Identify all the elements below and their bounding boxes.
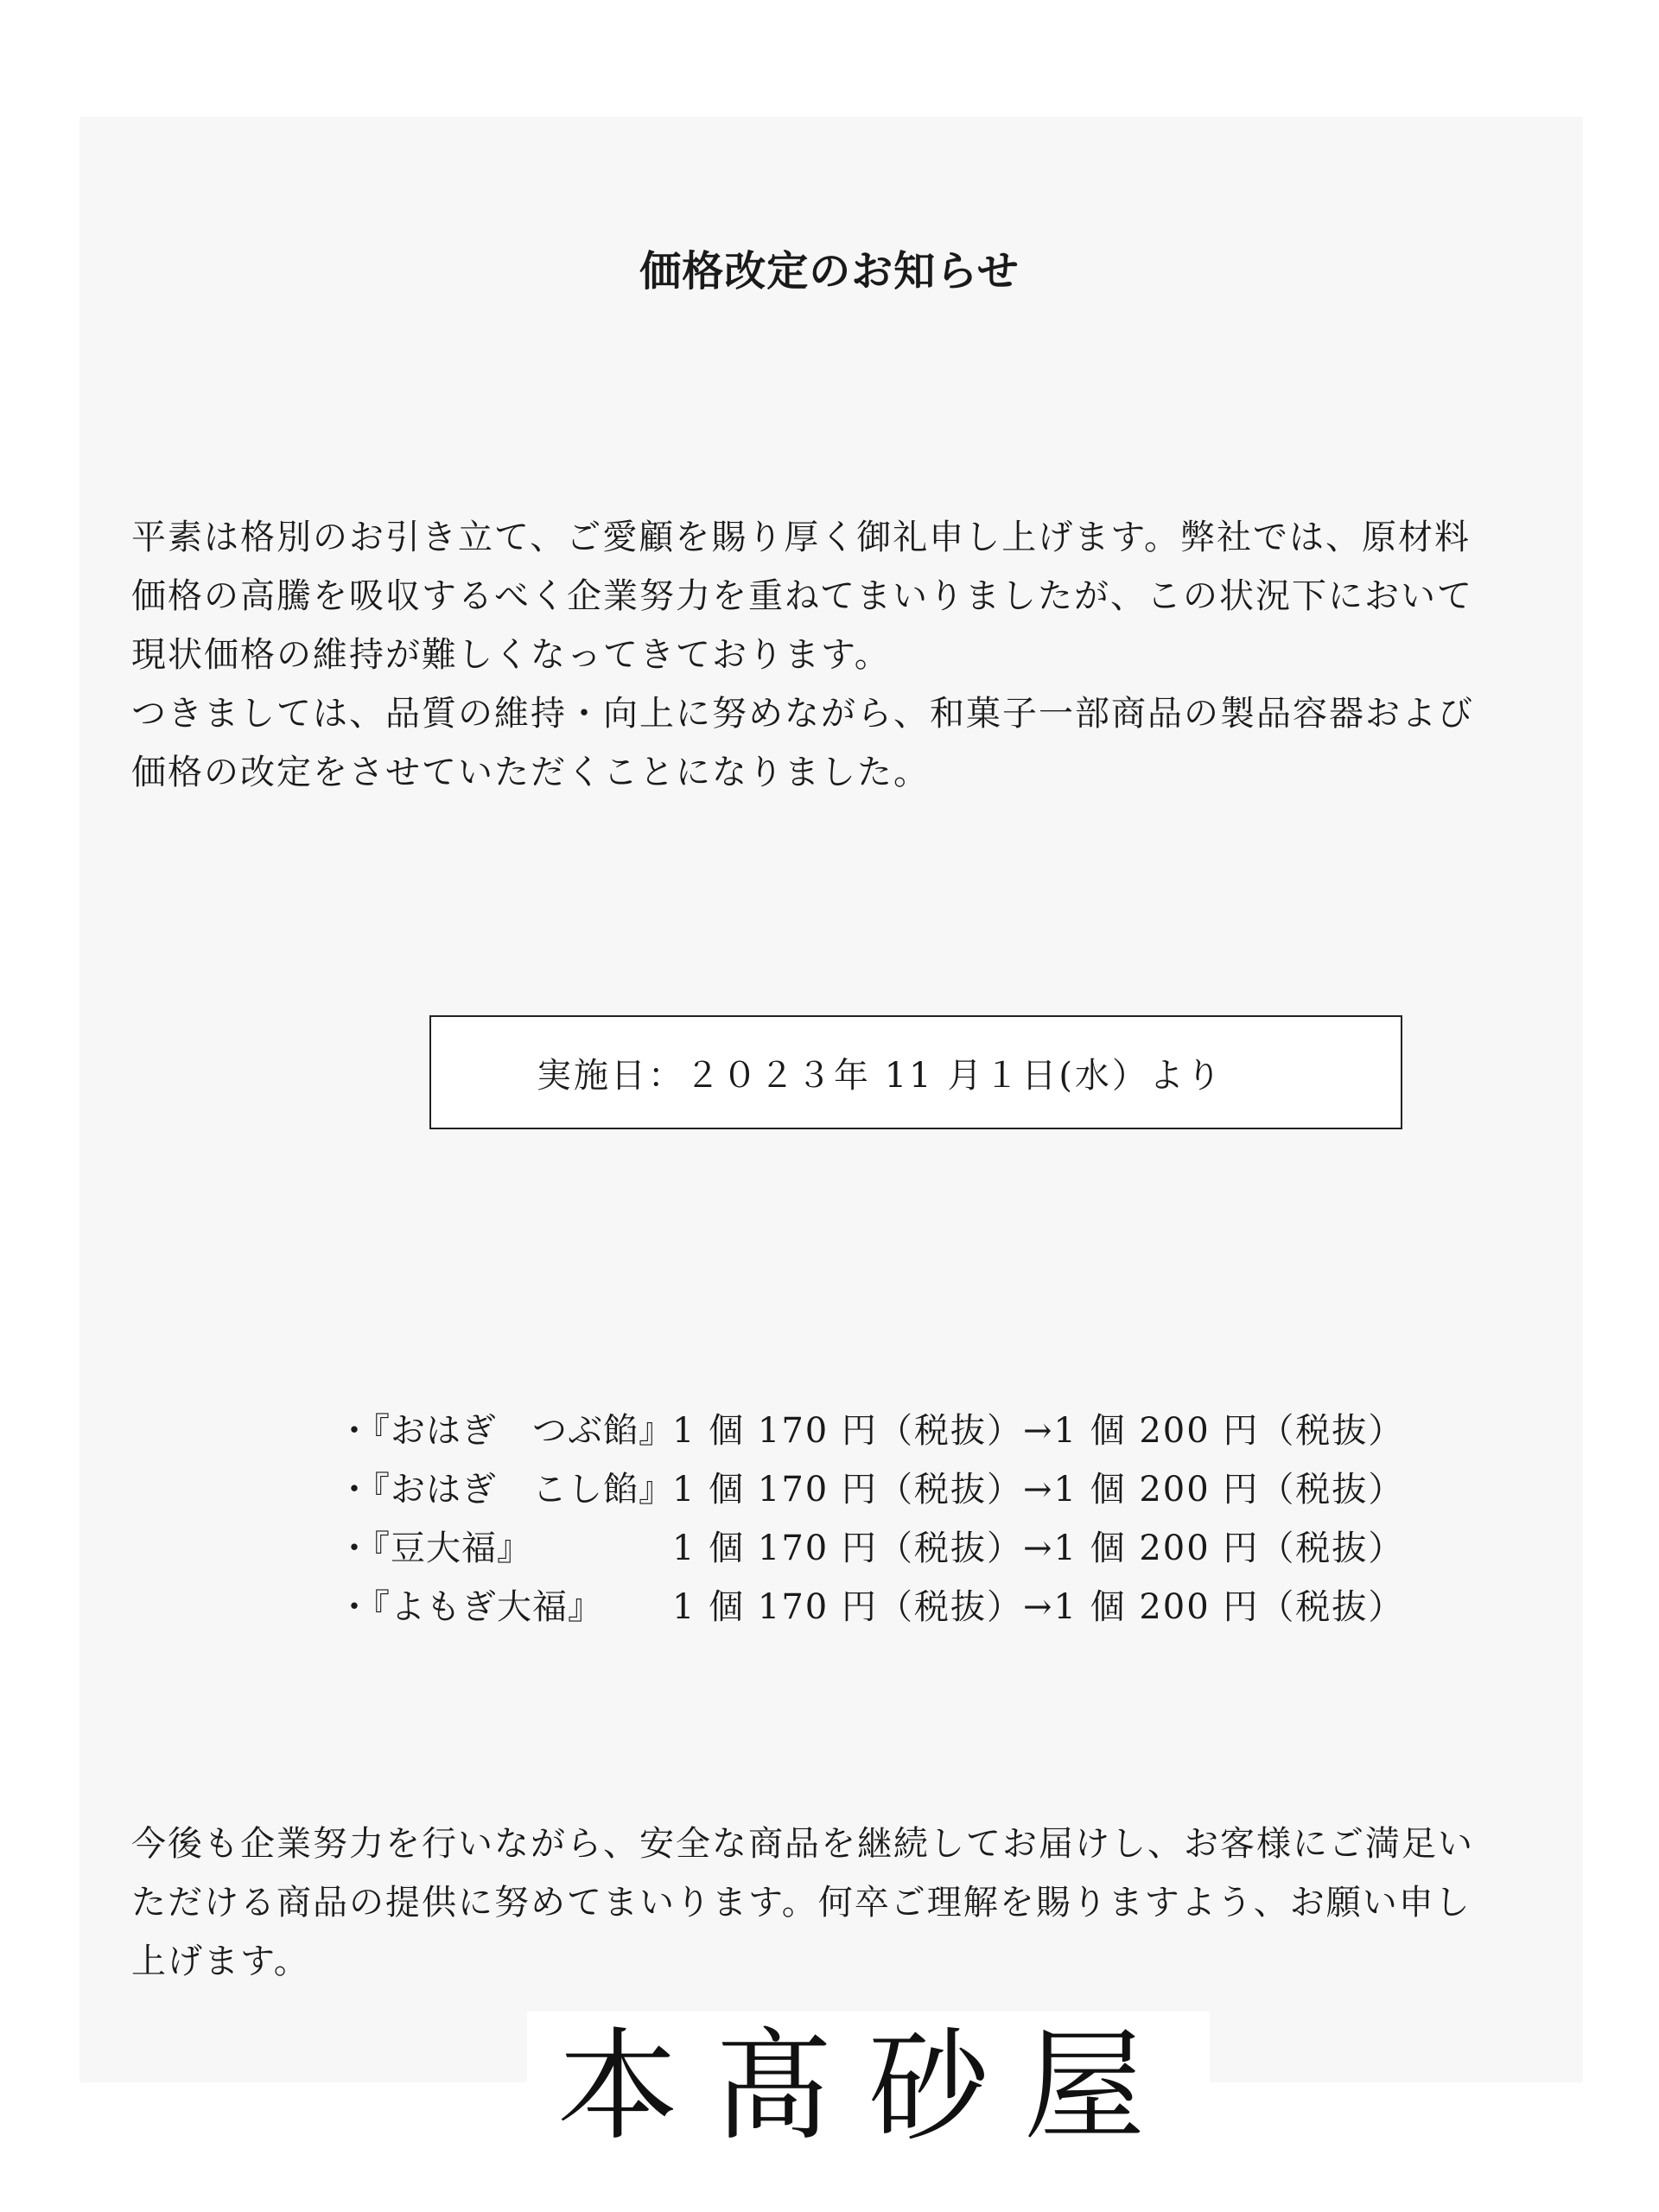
- intro-line: 現状価格の維持が難しくなってきております。: [131, 635, 891, 675]
- closing-line: 今後も企業努力を行いながら、安全な商品を継続してお届けし、お客様にご満足い: [131, 1824, 1474, 1864]
- price-change-text: 1 個 170 円（税抜）→1 個 200 円（税抜）: [672, 1410, 1405, 1451]
- price-change-text: 1 個 170 円（税抜）→1 個 200 円（税抜）: [672, 1586, 1405, 1627]
- price-row: [337, 1457, 1404, 1516]
- effective-date-text: 実施日：２０２３年 11 月１日(水）より: [537, 1055, 1224, 1096]
- price-change-text: 1 個 170 円（税抜）→1 個 200 円（税抜）: [672, 1469, 1405, 1510]
- brand-name: 本髙砂屋: [556, 2016, 1179, 2158]
- notice-title: 価格改定のお知らせ: [639, 247, 1020, 296]
- product-name: ・『よもぎ大福』: [337, 1586, 603, 1627]
- closing-line: ただける商品の提供に努めてまいります。何卒ご理解を賜りますよう、お願い申し: [131, 1883, 1471, 1923]
- intro-line: 価格の高騰を吸収するべく企業努力を重ねてまいりましたが、この状況下において: [131, 576, 1473, 616]
- price-row: [337, 1398, 1404, 1457]
- brand-logo: [527, 2012, 1210, 2158]
- product-name: ・『おはぎ つぶ餡』: [337, 1410, 674, 1451]
- intro-line: つきましては、品質の維持・向上に努めながら、和菓子一部商品の製品容器および: [131, 694, 1474, 734]
- price-row: [337, 1574, 1404, 1633]
- closing-paragraph: [131, 1815, 1548, 1991]
- intro-line: 価格の改定をさせていただくことになりました。: [131, 753, 930, 792]
- price-change-text: 1 個 170 円（税抜）→1 個 200 円（税抜）: [672, 1528, 1405, 1568]
- intro-paragraph: [131, 508, 1548, 802]
- price-change-list: [337, 1398, 1404, 1633]
- product-name: ・『豆大福』: [337, 1528, 532, 1568]
- intro-line: 平素は格別のお引き立て、ご愛顧を賜り厚く御礼申し上げます。弊社では、原材料: [131, 518, 1471, 557]
- effective-date-box: [429, 1015, 1402, 1129]
- closing-line: 上げます。: [131, 1942, 310, 1981]
- product-name: ・『おはぎ こし餡』: [337, 1469, 674, 1510]
- price-row: [337, 1516, 1404, 1574]
